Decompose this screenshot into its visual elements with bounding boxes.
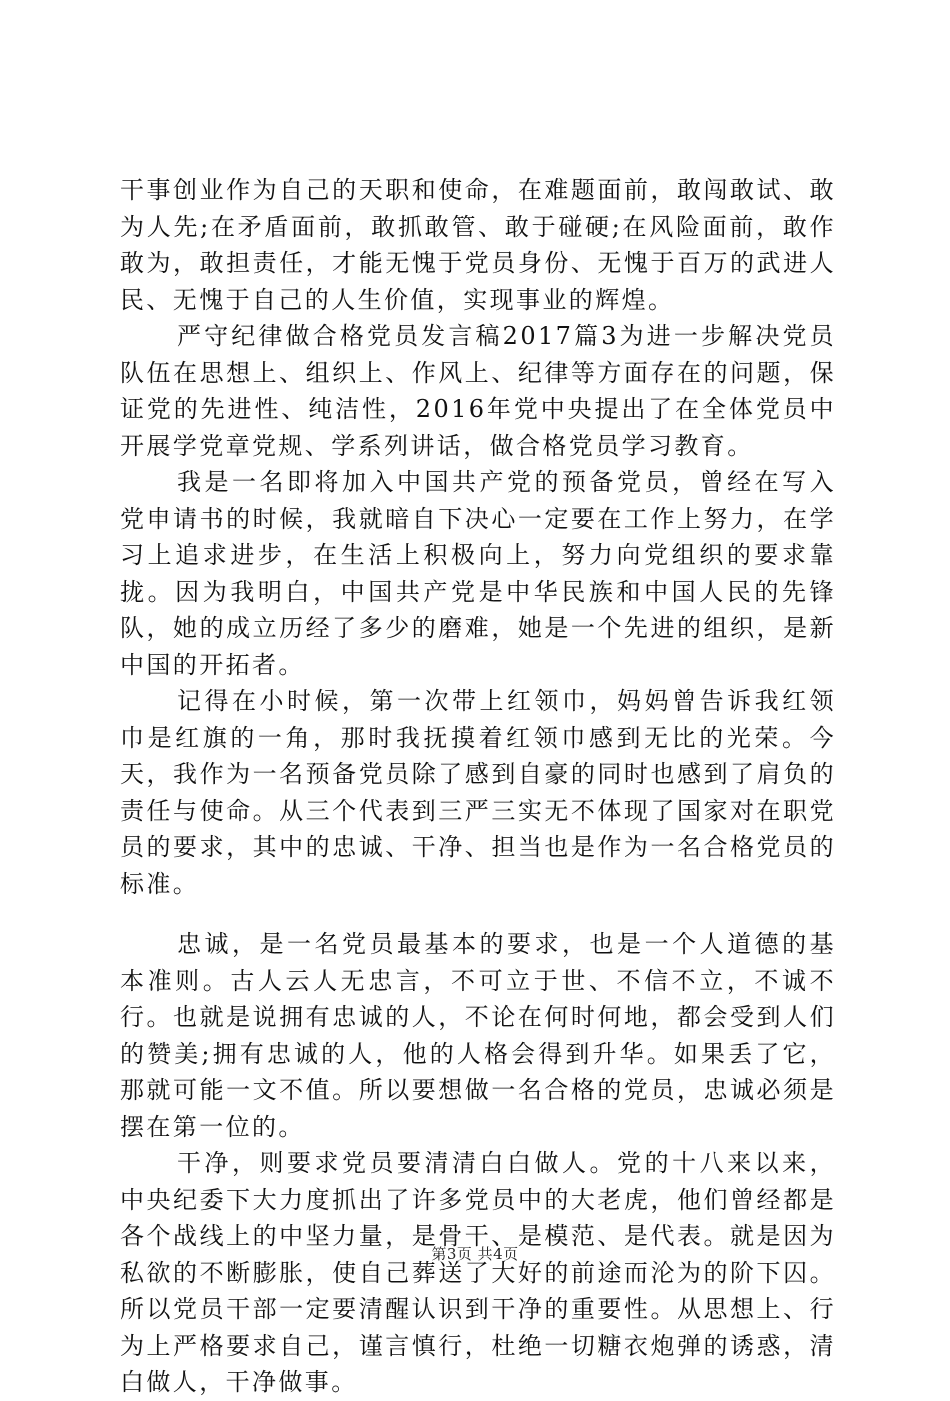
paragraph-probationary-member: 我是一名即将加入中国共产党的预备党员，曾经在写入党申请书的时候，我就暗自下决心一定要在工作上努力，在学习上追求进步，在生活上积极向上，努力向党组织的要求靠拢。因为我明白，中国共产党是中华民族和中国人民的先锋队，她的成立历经了多少的磨难，她是一个先进的组织，是新中国的开拓者。: [120, 468, 836, 679]
paragraph-speech-intro: 严守纪律做合格党员发言稿2017篇3为进一步解决党员队伍在思想上、组织上、作风上、纪律等方面存在的问题，保证党的先进性、纯洁性，2016年党中央提出了在全体党员中开展学党章党规、学系列讲话，做合格党员学习教育。: [120, 322, 836, 460]
paragraph-loyalty: 忠诚，是一名党员最基本的要求，也是一个人道德的基本准则。古人云人无忠言，不可立于世、不信不立，不诚不行。也就是说拥有忠诚的人，不论在何时何地，都会受到人们的赞美;拥有忠诚的人，他的人格会得到升华。如果丢了它，那就可能一文不值。所以要想做一名合格的党员，忠诚必须是摆在第一位的。: [120, 930, 836, 1141]
paragraph-red-scarf: 记得在小时候，第一次带上红领巾，妈妈曾告诉我红领巾是红旗的一角，那时我抚摸着红领巾感到无比的光荣。今天，我作为一名预备党员除了感到自豪的同时也感到了肩负的责任与使命。从三个代表到三严三实无不体现了国家对在职党员的要求，其中的忠诚、干净、担当也是作为一名合格党员的标准。: [120, 687, 836, 898]
document-body: [120, 172, 836, 1401]
page-footer: 第3页 共4页: [431, 1245, 519, 1263]
paragraph-continuation: 干事创业作为自己的天职和使命，在难题面前，敢闯敢试、敢为人先;在矛盾面前，敢抓敢管、敢于碰硬;在风险面前，敢作敢为，敢担责任，才能无愧于党员身份、无愧于百万的武进人民、无愧于自己的人生价值，实现事业的辉煌。: [120, 176, 836, 314]
paragraph-integrity: 干净，则要求党员要清清白白做人。党的十八来以来，中央纪委下大力度抓出了许多党员中的大老虎，他们曾经都是各个战线上的中坚力量，是骨干、是模范、是代表。就是因为私欲的不断膨胀，使自己葬送了大好的前途而沦为的阶下囚。所以党员干部一定要清醒认识到干净的重要性。从思想上、行为上严格要求自己，谨言慎行，杜绝一切糖衣炮弹的诱惑，清白做人，干净做事。: [120, 1149, 836, 1396]
